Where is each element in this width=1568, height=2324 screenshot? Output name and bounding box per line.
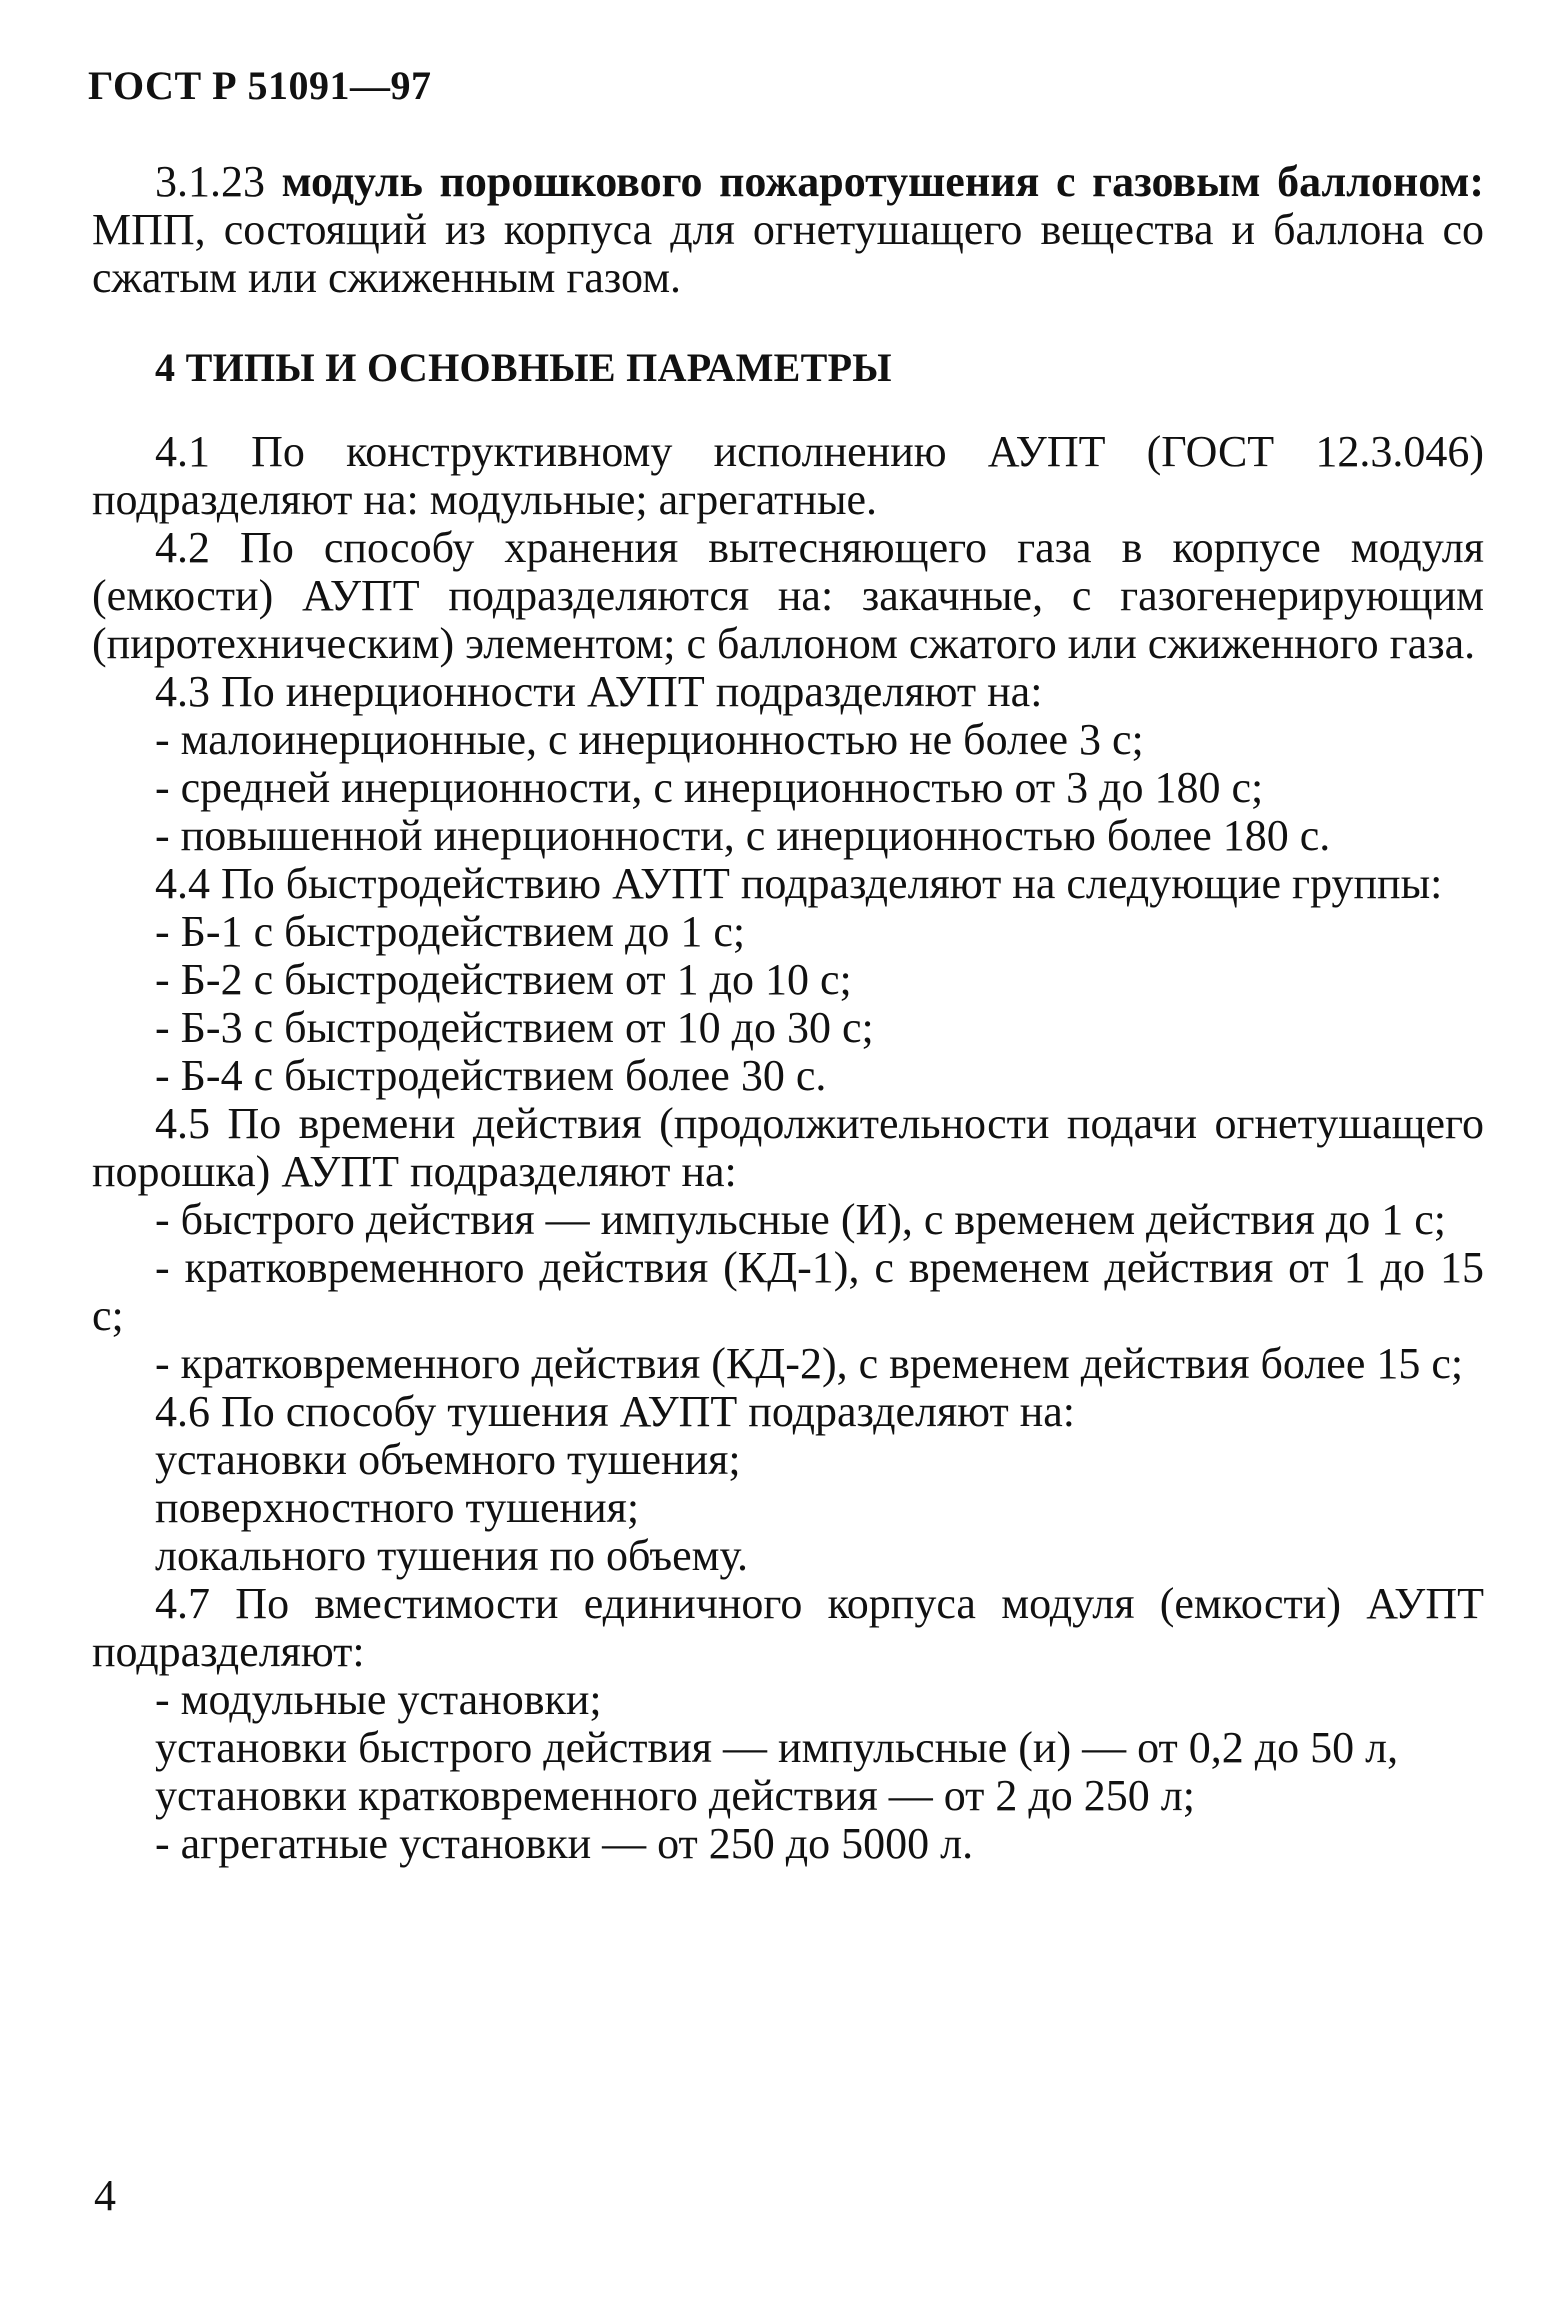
list-item: установки кратковременного действия — от 2 до 250 л; <box>155 1771 1195 1820</box>
section-heading: 4 ТИПЫ И ОСНОВНЫЕ ПАРАМЕТРЫ <box>155 345 892 390</box>
term-definition: модуль порошкового пожаротушения с газовым баллоном: <box>281 157 1484 206</box>
paragraph-3-1-23 <box>92 158 1484 302</box>
list-item: поверхностного тушения; <box>155 1483 640 1532</box>
paragraph-4-5: 4.5 По времени действия (продолжительности подачи огнетушащего порошка) АУПТ подразделяют на: <box>92 1099 1484 1196</box>
paragraph-number: 3.1.23 <box>155 157 282 206</box>
list-item: локального тушения по объему. <box>155 1531 749 1580</box>
paragraph-4-6: 4.6 По способу тушения АУПТ подразделяют на: <box>155 1387 1076 1436</box>
list-item: - повышенной инерционности, с инерционностью более 180 с. <box>155 811 1331 860</box>
paragraph-4-7: 4.7 По вместимости единичного корпуса модуля (емкости) АУПТ подразделяют: <box>92 1579 1484 1676</box>
list-item: установки объемного тушения; <box>155 1435 741 1484</box>
paragraph-4-4: 4.4 По быстродействию АУПТ подразделяют на следующие группы: <box>155 859 1443 908</box>
list-item: - Б-4 с быстродействием более 30 с. <box>155 1051 827 1100</box>
page-number: 4 <box>94 2171 116 2220</box>
list-item: - агрегатные установки — от 250 до 5000 л. <box>155 1819 974 1868</box>
paragraph-text: МПП, состоящий из корпуса для огнетушащего вещества и баллона со сжатым или сжиженным газом. <box>92 205 1484 302</box>
list-item: - Б-2 с быстродействием от 1 до 10 с; <box>155 955 852 1004</box>
list-item: - малоинерционные, с инерционностью не более 3 с; <box>155 715 1144 764</box>
list-item: - кратковременного действия (КД-2), с временем действия более 15 с; <box>155 1339 1464 1388</box>
list-item: - Б-3 с быстродействием от 10 до 30 с; <box>155 1003 874 1052</box>
paragraph-4-1: 4.1 По конструктивному исполнению АУПТ (ГОСТ 12.3.046) подразделяют на: модульные; агрегатные. <box>92 427 1484 524</box>
list-item: - кратковременного действия (КД-1), с временем действия от 1 до 15 с; <box>92 1243 1484 1340</box>
document-header: ГОСТ Р 51091—97 <box>88 63 432 108</box>
list-item: - средней инерционности, с инерционностью от 3 до 180 с; <box>155 763 1264 812</box>
list-item: - модульные установки; <box>155 1675 602 1724</box>
paragraph-4-2: 4.2 По способу хранения вытесняющего газа в корпусе модуля (емкости) АУПТ подразделяются на: закачные, с газогенерирующим (пиротехническим) элементом; с баллоном сжатого или сжиженного газа. <box>92 523 1484 668</box>
list-item: - Б-1 с быстродействием до 1 с; <box>155 907 746 956</box>
list-item: - быстрого действия — импульсные (И), с временем действия до 1 с; <box>155 1195 1446 1244</box>
paragraph-4-3: 4.3 По инерционности АУПТ подразделяют на: <box>155 667 1043 716</box>
document-body <box>92 158 1484 1868</box>
list-item: установки быстрого действия — импульсные (и) — от 0,2 до 50 л, <box>155 1723 1399 1772</box>
